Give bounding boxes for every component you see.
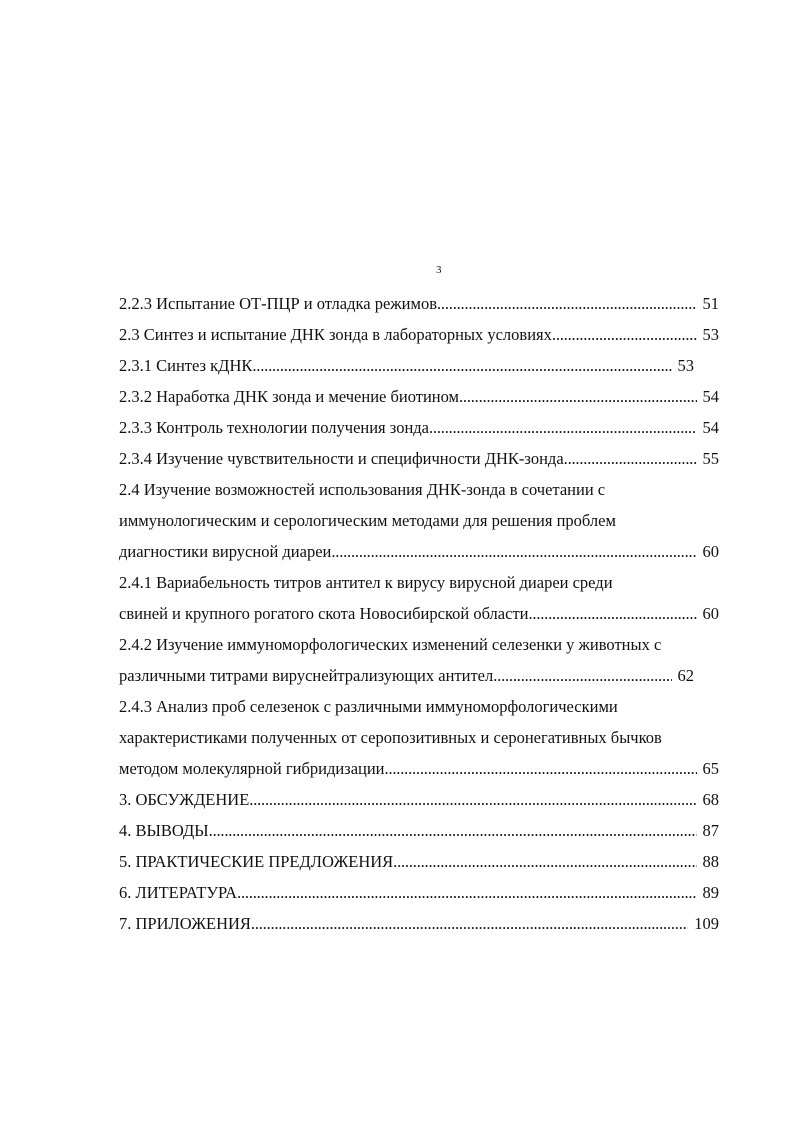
toc-entry-title: свиней и крупного рогатого скота Новосибирской области [119, 604, 529, 623]
toc-entry-title: 5. ПРАКТИЧЕСКИЕ ПРЕДЛОЖЕНИЯ [119, 852, 394, 871]
toc-entry-page: 54 [702, 418, 719, 437]
toc-entry-title: 2.3.2 Наработка ДНК зонда и мечение биотином [119, 387, 459, 406]
toc-entry-title: 7. ПРИЛОЖЕНИЯ [119, 914, 251, 933]
toc-entry-title: 2.3.3 Контроль технологии получения зонда [119, 418, 429, 437]
toc-entry-title: различными титрами вируснейтрализующих антител [119, 666, 494, 685]
toc-entry-2-4-line-3 [119, 539, 719, 570]
dot-leader [252, 355, 671, 377]
dot-leader [209, 820, 697, 842]
toc-entry-page: 54 [702, 387, 719, 406]
toc-entry-2-4-1-line-1: 2.4.1 Вариабельность титров антител к вирусу вирусной диареи среди [119, 573, 613, 592]
toc-entry-title: 2.2.3 Испытание ОТ-ПЦР и отладка режимов [119, 294, 437, 313]
toc-entry-2-4-3-line-2: характеристиками полученных от серопозитивных и серонегативных бычков [119, 728, 662, 747]
toc-entry-page: 65 [702, 759, 719, 778]
toc-entry-2-2-3 [119, 291, 719, 322]
toc-entry-page: 60 [702, 604, 719, 623]
toc-entry-page: 68 [702, 790, 719, 809]
toc-entry-title: диагностики вирусной диареи [119, 542, 332, 561]
toc-entry-title: 4. ВЫВОДЫ [119, 821, 209, 840]
toc-entry-title: 2.3 Синтез и испытание ДНК зонда в лабораторных условиях [119, 325, 552, 344]
dot-leader [249, 789, 696, 811]
toc-entry-4 [119, 818, 719, 849]
toc-entry-page: 109 [694, 914, 719, 933]
toc-entry-page: 88 [702, 852, 719, 871]
toc-entry-2-4-line-1: 2.4 Изучение возможностей использования ДНК-зонда в сочетании с [119, 480, 606, 499]
table-of-contents [119, 291, 719, 942]
toc-entry-title: 3. ОБСУЖДЕНИЕ [119, 790, 250, 809]
dot-leader [552, 324, 697, 346]
toc-entry-5 [119, 849, 719, 880]
toc-entry-page: 51 [702, 294, 719, 313]
dot-leader [459, 386, 697, 408]
toc-entry-2-3-4 [119, 446, 719, 477]
toc-entry-6 [119, 880, 719, 911]
toc-entry-7 [119, 911, 719, 942]
dot-leader [385, 758, 697, 780]
dot-leader [429, 417, 697, 439]
dot-leader [237, 882, 696, 904]
toc-entry-page: 53 [677, 356, 694, 375]
dot-leader [251, 913, 688, 935]
toc-entry-2-3-3 [119, 415, 719, 446]
toc-entry-page: 60 [702, 542, 719, 561]
toc-entry-page: 87 [702, 821, 719, 840]
dot-leader [393, 851, 696, 873]
toc-entry-page: 53 [702, 325, 719, 344]
toc-entry-2-4-2-line-2 [119, 663, 694, 694]
toc-entry-title: 6. ЛИТЕРАТУРА [119, 883, 238, 902]
toc-entry-2-4-3-line-3 [119, 756, 719, 787]
dot-leader [564, 448, 697, 470]
page-number: 3 [436, 264, 442, 276]
toc-entry-title: методом молекулярной гибридизации [119, 759, 385, 778]
dot-leader [331, 541, 696, 563]
toc-entry-page: 89 [702, 883, 719, 902]
toc-entry-2-4-2-line-1: 2.4.2 Изучение иммуноморфологических изменений селезенки у животных с [119, 635, 662, 654]
toc-entry-2-3-1 [119, 353, 694, 384]
toc-entry-page: 62 [677, 666, 694, 685]
toc-entry-page: 55 [702, 449, 719, 468]
toc-entry-2-4-1-line-2 [119, 601, 719, 632]
dot-leader [437, 293, 697, 315]
toc-entry-2-3 [119, 322, 719, 353]
dot-leader [528, 603, 696, 625]
toc-entry-2-4-3-line-1: 2.4.3 Анализ проб селезенок с различными иммуноморфологическими [119, 697, 618, 716]
toc-entry-2-4-line-2: иммунологическим и серологическим методами для решения проблем [119, 511, 616, 530]
toc-entry-3 [119, 787, 719, 818]
toc-entry-title: 2.3.1 Синтез кДНК [119, 356, 253, 375]
dot-leader [493, 665, 671, 687]
toc-entry-2-3-2 [119, 384, 719, 415]
toc-entry-title: 2.3.4 Изучение чувствительности и специфичности ДНК-зонда [119, 449, 564, 468]
